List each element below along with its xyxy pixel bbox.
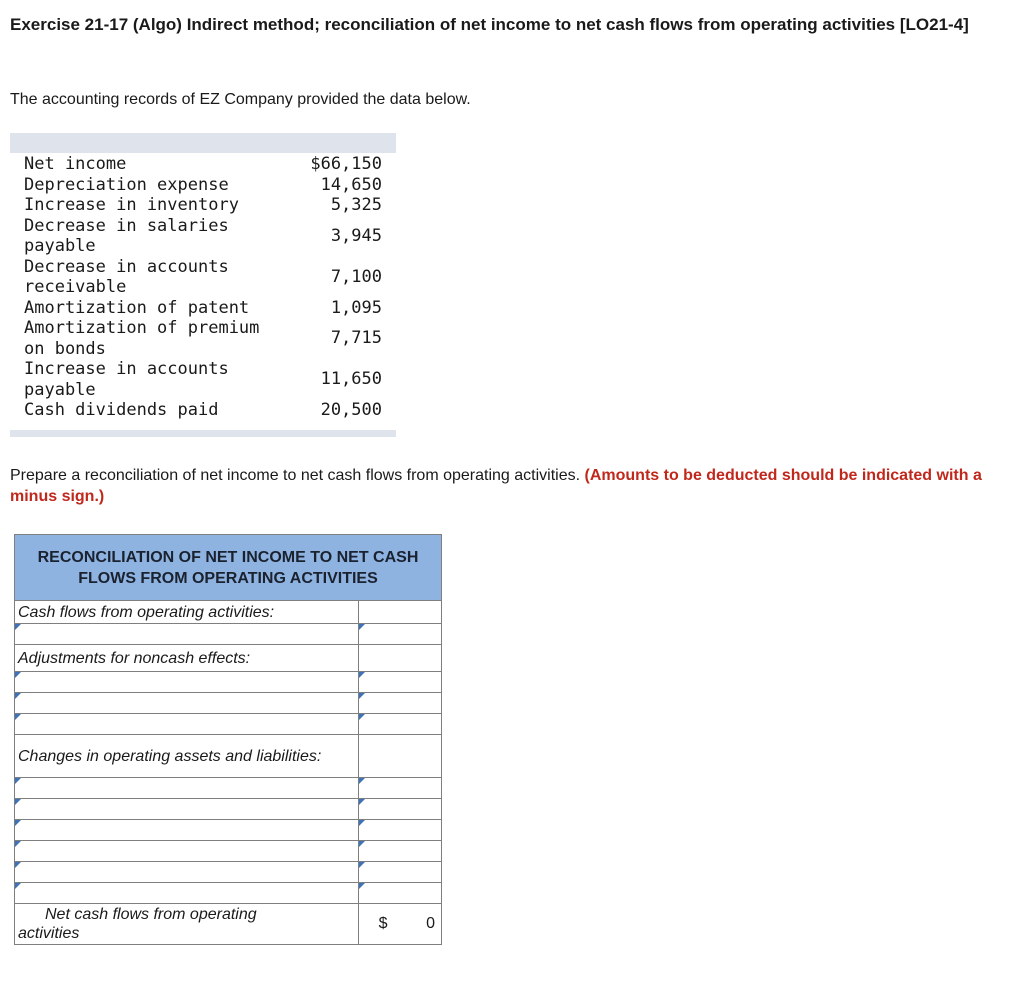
dropdown-marker-icon — [359, 883, 365, 889]
entry-label-input[interactable] — [18, 714, 358, 734]
entry-label-input[interactable] — [18, 799, 358, 819]
given-data-table — [24, 154, 382, 421]
dropdown-marker-icon — [359, 714, 365, 720]
dropdown-marker-icon — [15, 672, 21, 678]
entry-amount-input[interactable] — [359, 883, 441, 903]
entry-row — [15, 624, 442, 645]
entry-label-cell — [15, 624, 359, 645]
entry-label-cell — [15, 820, 359, 841]
given-row — [24, 154, 382, 175]
given-band-bottom — [10, 430, 396, 437]
given-amount: $66,150 — [310, 154, 382, 174]
given-row — [24, 175, 382, 196]
given-label: Depreciation expense — [24, 174, 229, 195]
entry-amount-input[interactable] — [359, 841, 441, 861]
entry-label-input[interactable] — [18, 820, 358, 840]
section-changes-label: Changes in operating assets and liabilities: — [15, 735, 359, 778]
given-label: Increase in accounts payable — [24, 359, 229, 400]
total-amount-cell — [358, 904, 441, 945]
entry-label-input[interactable] — [18, 693, 358, 713]
section-noncash-label: Adjustments for noncash effects: — [15, 645, 359, 672]
given-label: Increase in inventory — [24, 195, 239, 215]
dropdown-marker-icon — [15, 841, 21, 847]
entry-amount-cell — [358, 883, 441, 904]
total-label-line-2: activities — [18, 925, 80, 942]
entry-row — [15, 862, 442, 883]
given-label: Amortization of patent — [24, 297, 250, 318]
dropdown-marker-icon — [359, 820, 365, 826]
entry-amount-cell — [358, 799, 441, 820]
entry-row — [15, 778, 442, 799]
entry-label-input[interactable] — [18, 883, 358, 903]
dropdown-marker-icon — [359, 624, 365, 630]
entry-row — [15, 841, 442, 862]
entry-label-cell — [15, 883, 359, 904]
given-label: Decrease in salaries payable — [24, 215, 229, 256]
total-currency: $ — [378, 915, 388, 932]
entry-amount-input[interactable] — [359, 624, 441, 644]
entry-row — [15, 820, 442, 841]
entry-label-cell — [15, 841, 359, 862]
given-row — [24, 298, 382, 319]
total-label — [15, 904, 359, 945]
dropdown-marker-icon — [359, 693, 365, 699]
dropdown-marker-icon — [15, 624, 21, 630]
entry-label-cell — [15, 799, 359, 820]
entry-label-input[interactable] — [18, 624, 358, 644]
entry-amount-cell — [358, 841, 441, 862]
entry-label-input[interactable] — [18, 672, 358, 692]
given-band-top — [10, 133, 396, 153]
given-amount: 14,650 — [320, 174, 382, 195]
given-row — [24, 318, 382, 359]
entry-label-input[interactable] — [18, 862, 358, 882]
instructions — [10, 465, 1000, 507]
given-amount: 1,095 — [330, 297, 382, 318]
section-operating-label: Cash flows from operating activities: — [15, 601, 359, 624]
dropdown-marker-icon — [359, 672, 365, 678]
given-row — [24, 216, 382, 257]
dropdown-marker-icon — [15, 862, 21, 868]
entry-amount-input[interactable] — [359, 714, 441, 734]
entry-amount-input[interactable] — [359, 778, 441, 798]
entry-row — [15, 799, 442, 820]
entry-label-cell — [15, 862, 359, 883]
given-label: Net income — [24, 154, 127, 174]
entry-amount-input[interactable] — [359, 693, 441, 713]
given-row — [24, 359, 382, 400]
dropdown-marker-icon — [15, 693, 21, 699]
dropdown-marker-icon — [15, 883, 21, 889]
section-operating-amount-cell — [358, 601, 441, 624]
given-data-box — [10, 133, 396, 437]
entry-label-input[interactable] — [18, 778, 358, 798]
exercise-intro: The accounting records of EZ Company provided the data below. — [10, 91, 471, 108]
entry-amount-cell — [358, 624, 441, 645]
entry-amount-input[interactable] — [359, 799, 441, 819]
given-row — [24, 195, 382, 216]
entry-label-cell — [15, 714, 359, 735]
entry-amount-cell — [358, 672, 441, 693]
total-row — [15, 904, 442, 945]
section-changes-amount-cell — [358, 735, 441, 778]
worksheet-header: RECONCILIATION OF NET INCOME TO NET CASH FLOWS FROM OPERATING ACTIVITIES — [15, 535, 442, 601]
exercise-title: Exercise 21-17 (Algo) Indirect method; reconciliation of net income to net cash flows from operating activities [LO21-4] — [10, 15, 969, 34]
given-amount: 20,500 — [320, 400, 382, 420]
dropdown-marker-icon — [359, 862, 365, 868]
given-amount: 5,325 — [330, 195, 382, 215]
entry-amount-cell — [358, 778, 441, 799]
entry-amount-input[interactable] — [359, 862, 441, 882]
given-amount: 7,100 — [330, 266, 382, 287]
entry-amount-input[interactable] — [359, 820, 441, 840]
given-row — [24, 257, 382, 298]
instructions-note: (Amounts to be deducted should be indicated with a minus sign.) — [10, 467, 982, 505]
dropdown-marker-icon — [15, 820, 21, 826]
entry-amount-cell — [358, 862, 441, 883]
instructions-text: Prepare a reconciliation of net income to net cash flows from operating activities. — [10, 467, 581, 484]
entry-amount-input[interactable] — [359, 672, 441, 692]
given-label: Amortization of premium on bonds — [24, 318, 260, 359]
dropdown-marker-icon — [359, 799, 365, 805]
section-noncash-amount-cell — [358, 645, 441, 672]
given-amount: 11,650 — [320, 369, 382, 390]
dropdown-marker-icon — [359, 778, 365, 784]
entry-label-cell — [15, 778, 359, 799]
entry-label-cell — [15, 693, 359, 714]
dropdown-marker-icon — [15, 778, 21, 784]
entry-amount-cell — [358, 714, 441, 735]
given-label: Decrease in accounts receivable — [24, 256, 229, 297]
dropdown-marker-icon — [15, 799, 21, 805]
entry-row — [15, 693, 442, 714]
given-label: Cash dividends paid — [24, 400, 219, 420]
reconciliation-worksheet — [14, 534, 442, 945]
entry-label-cell — [15, 672, 359, 693]
entry-row — [15, 714, 442, 735]
dropdown-marker-icon — [15, 714, 21, 720]
total-label-line-1: Net cash flows from operating — [45, 906, 257, 923]
entry-amount-cell — [358, 820, 441, 841]
entry-amount-cell — [358, 693, 441, 714]
given-row — [24, 400, 382, 421]
given-amount: 3,945 — [330, 225, 382, 246]
total-value: 0 — [426, 915, 435, 932]
entry-row — [15, 883, 442, 904]
given-amount: 7,715 — [330, 328, 382, 349]
dropdown-marker-icon — [359, 841, 365, 847]
entry-label-input[interactable] — [18, 841, 358, 861]
entry-row — [15, 672, 442, 693]
